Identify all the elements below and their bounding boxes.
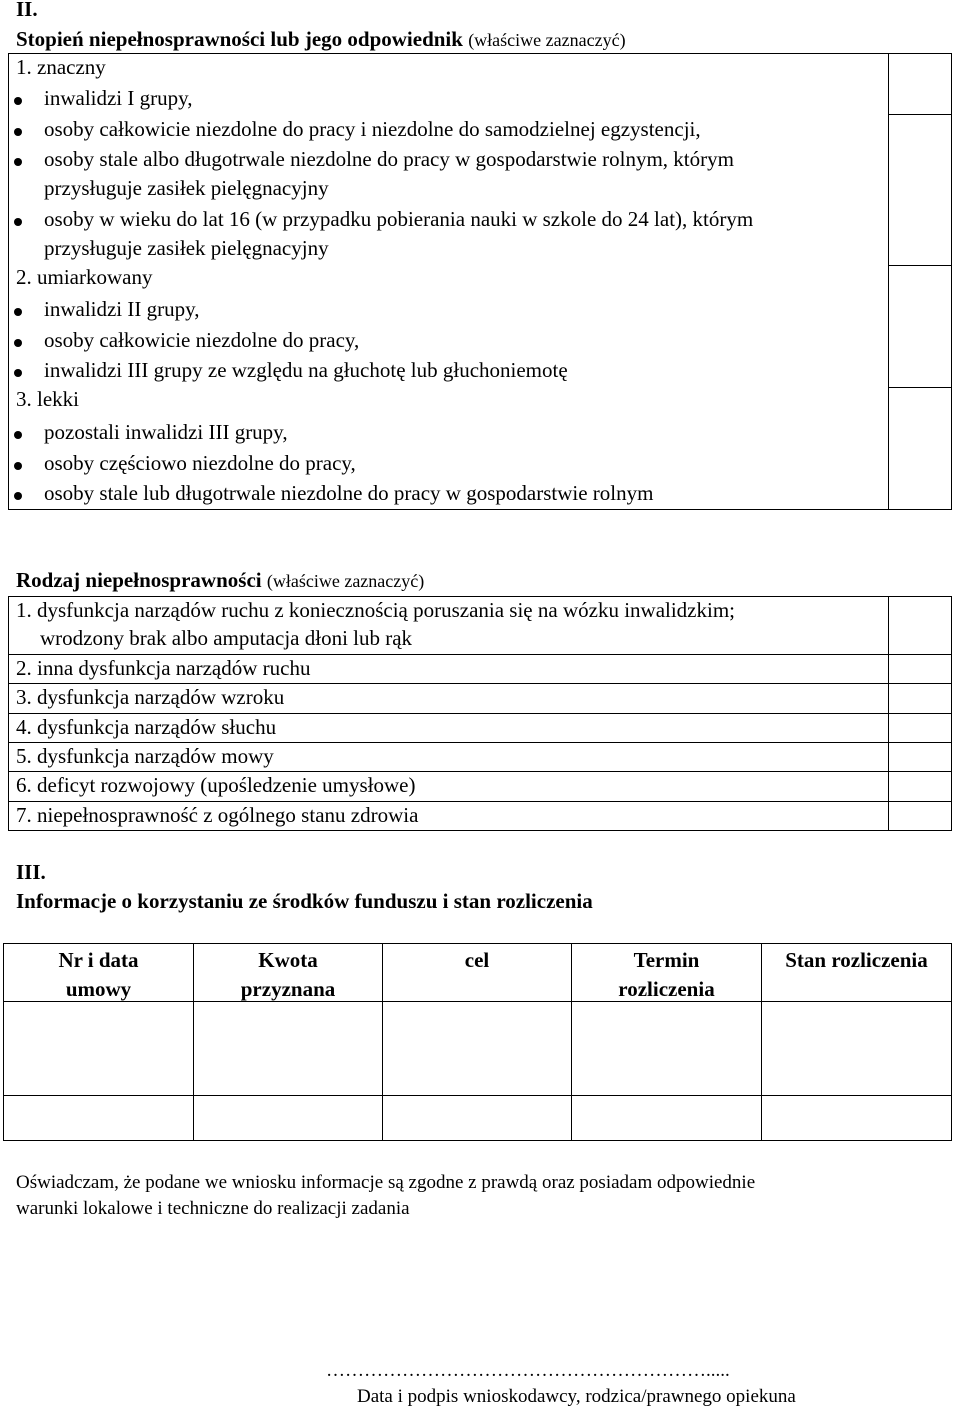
col-header-purpose: cel <box>464 948 490 972</box>
degree-3-item: osoby częściowo niezdolne do pracy, <box>44 451 356 475</box>
degree-1-item: osoby całkowicie niezdolne do pracy i niezdolne do samodzielnej egzystencji, <box>44 117 701 141</box>
disability-type-item: 6. deficyt rozwojowy (upośledzenie umysłowe) <box>16 773 416 797</box>
degree-2-item: inwalidzi II grupy, <box>44 297 200 321</box>
disability-type-item: 2. inna dysfunkcja narządów ruchu <box>16 656 311 680</box>
signature-caption: Data i podpis wnioskodawcy, rodzica/prawnego opiekuna <box>357 1386 796 1407</box>
disability-type-title <box>16 568 424 593</box>
col-header-amount: Kwota przyznana <box>240 948 336 1001</box>
degree-1-item: osoby stale albo długotrwale niezdolne do pracy w gospodarstwie rolnym, którym <box>44 147 734 171</box>
section-3-title: Informacje o korzystaniu ze środków funduszu i stan rozliczenia <box>16 889 593 913</box>
degree-3-label: 3. lekki <box>16 387 79 411</box>
col-header-contract: Nr i data umowy <box>58 948 139 1001</box>
section-2-title-note: (właściwe zaznaczyć) <box>468 30 626 50</box>
section-2-title <box>16 27 626 52</box>
degree-1-item-cont: przysługuje zasiłek pielęgnacyjny <box>44 236 329 260</box>
declaration-line: Oświadczam, że podane we wniosku informacje są zgodne z prawdą oraz posiadam odpowiednie <box>16 1172 756 1193</box>
disability-type-item-cont: wrodzony brak albo amputacja dłoni lub rąk <box>40 626 413 650</box>
disability-type-title-bold: Rodzaj niepełnosprawności <box>16 568 262 592</box>
degree-3-item: pozostali inwalidzi III grupy, <box>44 420 288 444</box>
degree-1-item: inwalidzi I grupy, <box>44 86 193 110</box>
bullet-icon <box>14 339 22 347</box>
bullet-icon <box>14 97 22 105</box>
degree-1-label: 1. znaczny <box>16 55 106 79</box>
bullet-icon <box>14 158 22 166</box>
bullet-icon <box>14 462 22 470</box>
section-2-title-bold: Stopień niepełnosprawności lub jego odpowiednik <box>16 27 463 51</box>
disability-type-item: 4. dysfunkcja narządów słuchu <box>16 715 277 739</box>
bullet-icon <box>14 369 22 377</box>
bullet-icon <box>14 492 22 500</box>
bullet-icon <box>14 218 22 226</box>
signature-line: ……………………………………………………..... <box>326 1360 730 1381</box>
degree-2-label: 2. umiarkowany <box>16 265 153 289</box>
degree-2-item: inwalidzi III grupy ze względu na głuchotę lub głuchoniemotę <box>44 358 568 382</box>
disability-type-title-note: (właściwe zaznaczyć) <box>266 571 425 591</box>
disability-type-item: 1. dysfunkcja narządów ruchu z koniecznością poruszania się na wózku inwalidzkim; <box>16 598 736 622</box>
bullet-icon <box>14 431 22 439</box>
table-row[interactable] <box>4 1002 951 1095</box>
degree-1-item-cont: przysługuje zasiłek pielęgnacyjny <box>44 176 329 200</box>
col-header-deadline: Termin rozliczenia <box>618 948 715 1001</box>
declaration-line: warunki lokalowe i techniczne do realizacji zadania <box>16 1198 410 1219</box>
section-number-3: III. <box>16 860 46 884</box>
bullet-icon <box>14 308 22 316</box>
col-header-status: Stan rozliczenia <box>785 948 928 972</box>
degree-3-item: osoby stale lub długotrwale niezdolne do pracy w gospodarstwie rolnym <box>44 481 654 505</box>
degree-1-item: osoby w wieku do lat 16 (w przypadku pobierania nauki w szkole do 24 lat), którym <box>44 207 754 231</box>
section-number-2: II. <box>16 0 38 21</box>
disability-type-item: 3. dysfunkcja narządów wzroku <box>16 685 285 709</box>
table-row[interactable] <box>4 1096 951 1140</box>
degree-2-item: osoby całkowicie niezdolne do pracy, <box>44 328 360 352</box>
bullet-icon <box>14 128 22 136</box>
disability-type-item: 7. niepełnosprawność z ogólnego stanu zdrowia <box>16 803 419 827</box>
disability-type-item: 5. dysfunkcja narządów mowy <box>16 744 274 768</box>
